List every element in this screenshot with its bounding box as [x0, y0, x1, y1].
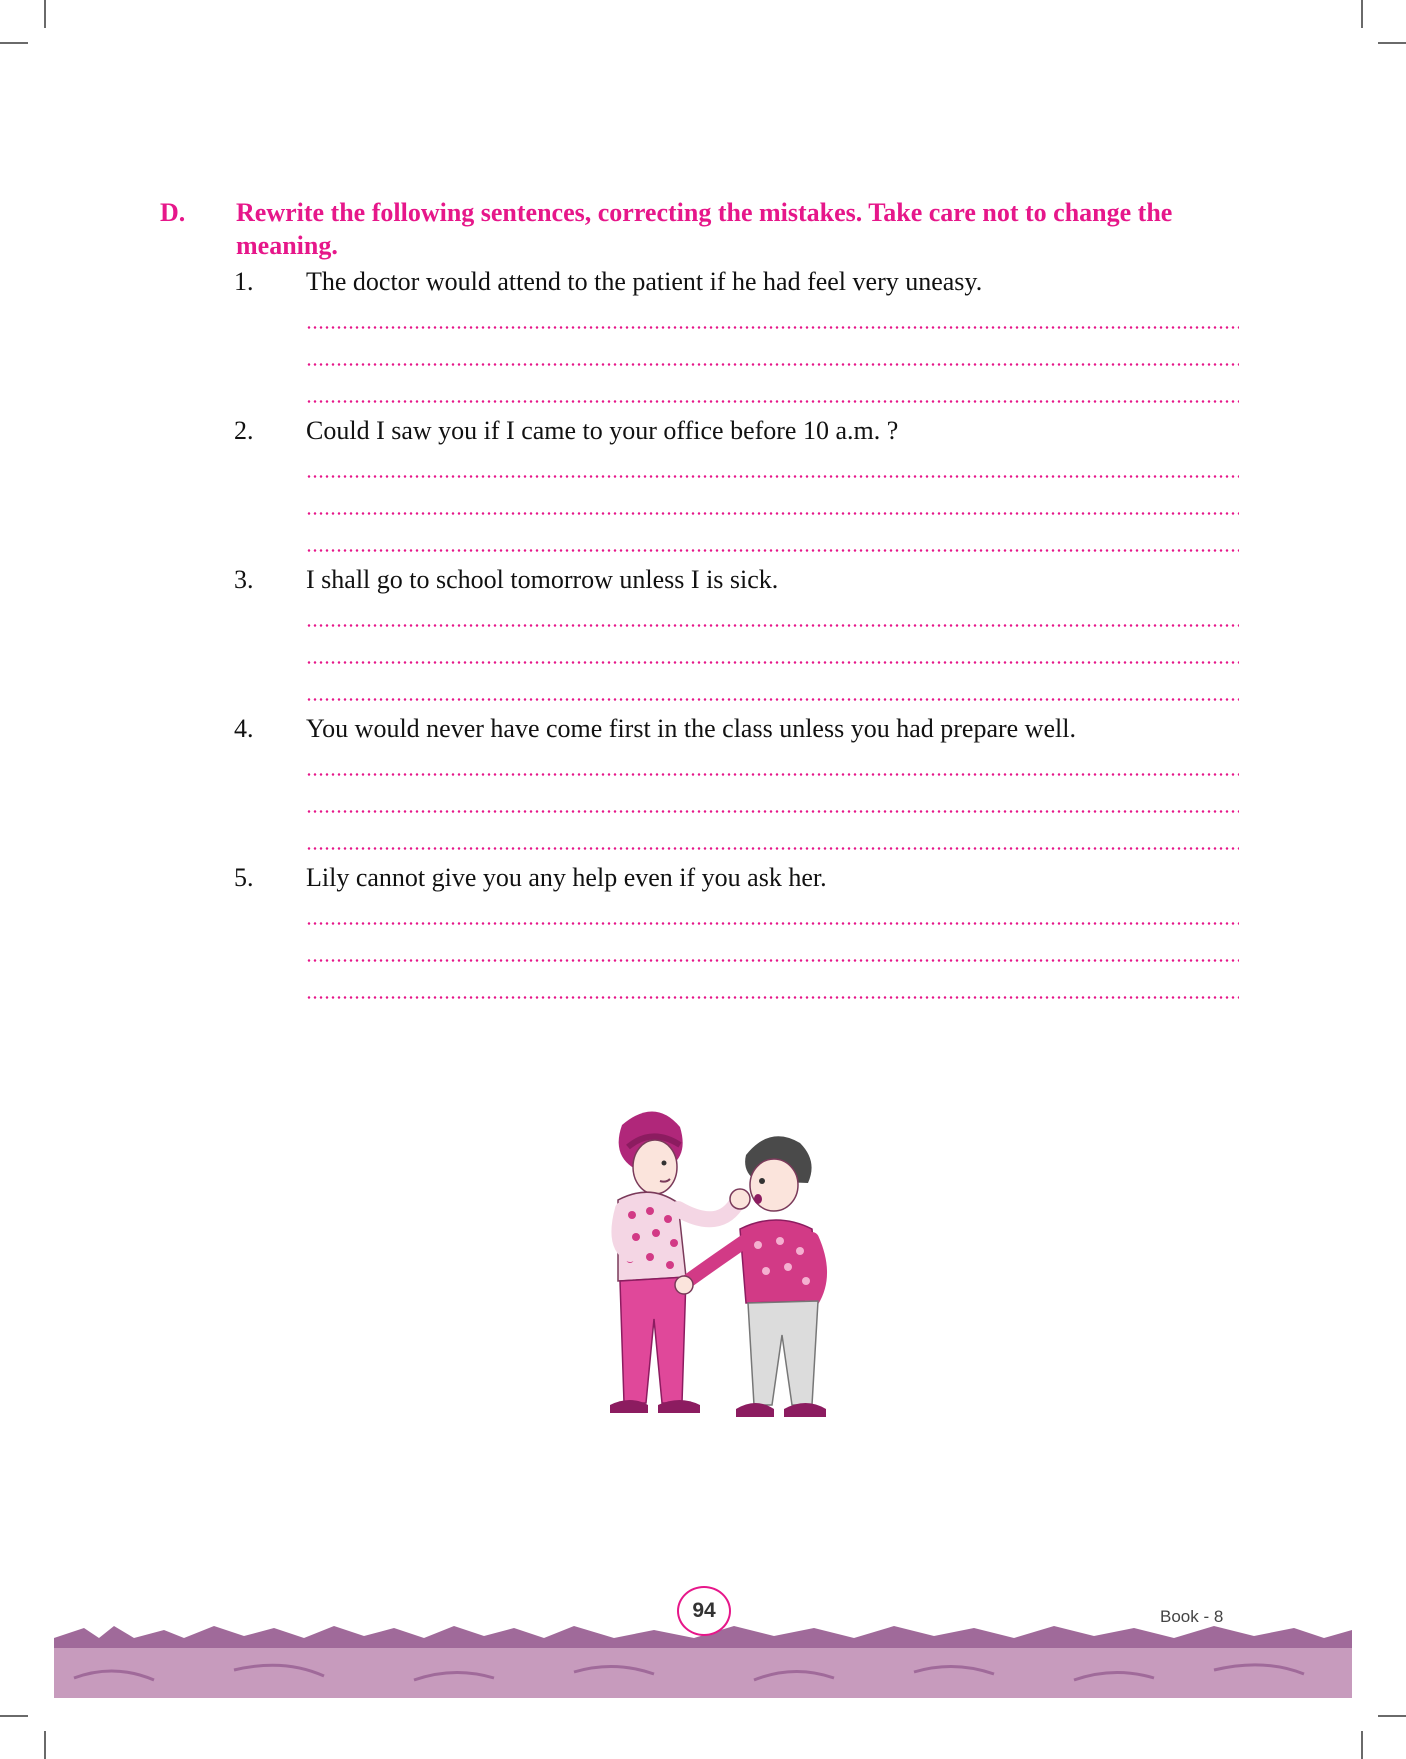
- answer-line[interactable]: [306, 959, 1239, 962]
- crop-mark: [0, 42, 28, 44]
- answer-line[interactable]: [306, 698, 1239, 701]
- answer-line[interactable]: [306, 922, 1239, 925]
- crop-mark: [0, 1715, 28, 1717]
- crop-mark: [1378, 1715, 1406, 1717]
- section-letter: D.: [160, 198, 186, 227]
- answer-line[interactable]: [306, 475, 1239, 478]
- question-number: 1.: [234, 267, 254, 296]
- answer-line[interactable]: [306, 363, 1239, 366]
- answer-line[interactable]: [306, 661, 1239, 664]
- answer-line[interactable]: [306, 512, 1239, 515]
- crop-mark: [44, 0, 46, 28]
- answer-line[interactable]: [306, 810, 1239, 813]
- boy-left: [610, 1111, 750, 1413]
- question-number: 5.: [234, 863, 254, 892]
- two-boys-illustration: [560, 1105, 860, 1435]
- question-number: 4.: [234, 714, 254, 743]
- question-text: The doctor would attend to the patient if he had feel very uneasy.: [306, 267, 983, 296]
- answer-line[interactable]: [306, 326, 1239, 329]
- book-label: Book - 8: [1160, 1607, 1224, 1626]
- answer-line[interactable]: [306, 996, 1239, 999]
- answer-line[interactable]: [306, 400, 1239, 403]
- question-text: Could I saw you if I came to your office before 10 a.m. ?: [306, 416, 899, 445]
- answer-line[interactable]: [306, 773, 1239, 776]
- page-number: 94: [677, 1586, 731, 1636]
- answer-line[interactable]: [306, 624, 1239, 627]
- crop-mark: [1361, 0, 1363, 28]
- section-instruction: Rewrite the following sentences, correcting the mistakes. Take care not to change the meaning.: [236, 198, 1173, 260]
- answer-line[interactable]: [306, 549, 1239, 552]
- crop-mark: [44, 1731, 46, 1759]
- question-number: 3.: [234, 565, 254, 594]
- question-text: Lily cannot give you any help even if you ask her.: [306, 863, 827, 892]
- question-text: I shall go to school tomorrow unless I is sick.: [306, 565, 779, 594]
- answer-line[interactable]: [306, 847, 1239, 850]
- crop-mark: [1378, 42, 1406, 44]
- question-number: 2.: [234, 416, 254, 445]
- question-text: You would never have come first in the class unless you had prepare well.: [306, 714, 1076, 743]
- crop-mark: [1361, 1731, 1363, 1759]
- boy-right: [675, 1136, 826, 1417]
